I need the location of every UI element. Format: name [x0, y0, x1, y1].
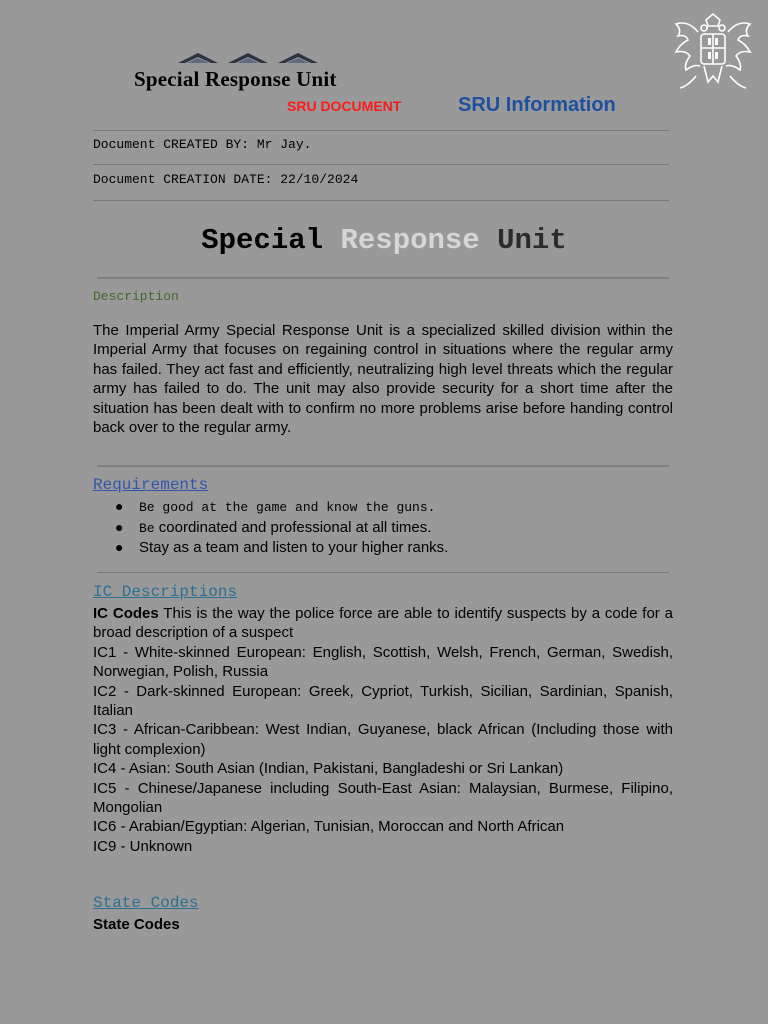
brand-chevron-icon	[178, 50, 318, 66]
page-title	[0, 224, 768, 257]
description-heading: Description	[93, 289, 179, 304]
ic-code-line: IC4 - Asian: South Asian (Indian, Pakistani, Bangladeshi or Sri Lankan)	[93, 760, 564, 778]
ic-code-line: IC9 - Unknown	[93, 837, 193, 855]
bullet-icon: ●	[115, 539, 124, 555]
divider	[97, 465, 669, 467]
divider	[97, 277, 669, 279]
requirement-text: Be good at the game and know the guns.	[139, 500, 436, 515]
sru-information-label: SRU Information	[458, 94, 616, 116]
title-word-unit: Unit	[497, 224, 567, 257]
divider	[93, 130, 669, 131]
requirements-heading[interactable]: Requirements	[93, 476, 209, 494]
requirement-text-prefix: Be	[139, 520, 155, 536]
list-item	[115, 498, 448, 519]
requirement-text: Stay as a team and listen to your higher ranks.	[139, 539, 449, 556]
bullet-icon: ●	[115, 498, 124, 514]
ic-descriptions-body	[93, 604, 673, 856]
imperial-eagle-crest-icon	[668, 10, 758, 98]
title-word-response: Response	[340, 224, 480, 257]
ic-descriptions-heading[interactable]: IC Descriptions	[93, 583, 238, 601]
list-item	[115, 519, 448, 540]
state-codes-label: State Codes	[93, 916, 180, 933]
created-by: Document CREATED BY: Mr Jay.	[93, 137, 312, 152]
ic-code-line: IC6 - Arabian/Egyptian: Algerian, Tunisian, Moroccan and North African	[93, 818, 565, 836]
divider	[97, 572, 669, 573]
divider	[93, 164, 669, 165]
sru-document-label: SRU DOCUMENT	[287, 98, 402, 114]
brand-title: Special Response Unit	[134, 67, 337, 91]
ic-codes-label: IC Codes	[93, 605, 159, 622]
ic-code-line: IC5 - Chinese/Japanese including South-East Asian: Malaysian, Burmese, Filipino, Mongolian	[93, 779, 673, 817]
description-body: The Imperial Army Special Response Unit is a specialized skilled division within the Imperial Army that focuses on regaining control in situations where the regular army has failed. They act fast and efficiently, neutralizing high level threats which the regular army has failed to do. The unit may also provide security for a short time after the situation has been dealt with to confirm no more problems arise before handing control back over to the regular army.	[93, 322, 673, 437]
ic-intro	[93, 604, 673, 643]
list-item	[115, 539, 448, 560]
creation-date: Document CREATION DATE: 22/10/2024	[93, 172, 359, 187]
ic-code-line: IC2 - Dark-skinned European: Greek, Cypriot, Turkish, Sicilian, Sardinian, Spanish, Italian	[93, 682, 673, 720]
requirement-text: coordinated and professional at all times.	[154, 518, 432, 536]
ic-code-line: IC1 - White-skinned European: English, Scottish, Welsh, French, German, Swedish, Norwegian, Polish, Russia	[93, 643, 673, 681]
bullet-icon: ●	[115, 518, 124, 535]
state-codes-heading[interactable]: State Codes	[93, 894, 199, 912]
divider	[93, 200, 669, 201]
ic-code-line: IC3 - African-Caribbean: West Indian, Guyanese, black African (Including those with light complexion)	[93, 721, 673, 758]
title-word-special: Special	[201, 224, 324, 257]
requirements-list	[115, 498, 448, 560]
ic-intro-text: This is the way the police force are able to identify suspects by a code for a broad description of a suspect	[93, 605, 674, 642]
